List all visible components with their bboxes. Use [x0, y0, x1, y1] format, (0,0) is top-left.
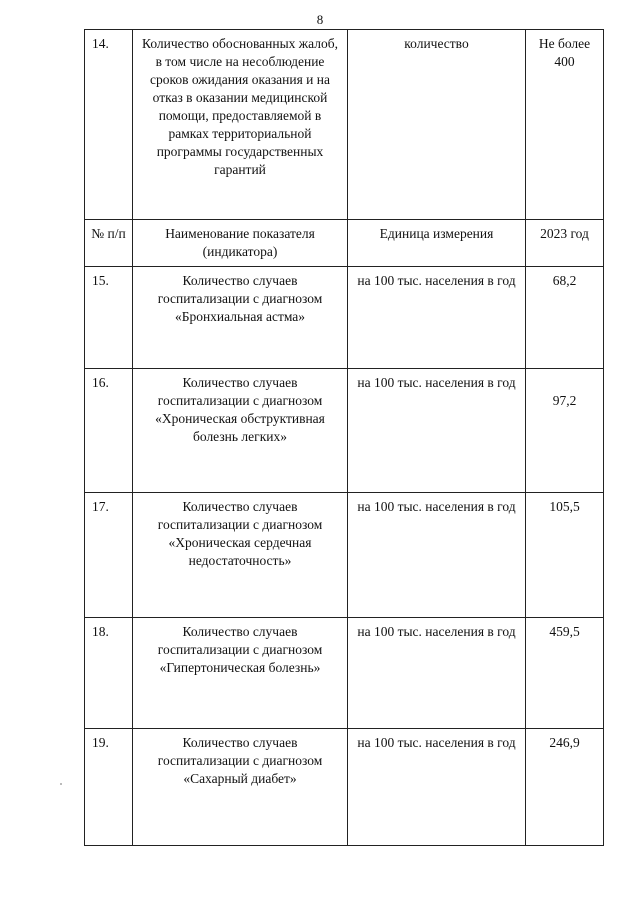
unit-of-measure: количество: [348, 30, 526, 220]
table-row: [85, 493, 604, 618]
indicators-table: [84, 29, 604, 846]
indicator-value: 459,5: [526, 618, 604, 729]
table-row: [85, 729, 604, 846]
indicator-value: 68,2: [526, 267, 604, 369]
row-number: 15.: [85, 267, 133, 369]
table-header-row: [85, 220, 604, 267]
header-year: 2023 год: [526, 220, 604, 267]
indicator-name: Количество случаев госпитализации с диагнозом «Сахарный диабет»: [133, 729, 348, 846]
row-number: 17.: [85, 493, 133, 618]
unit-of-measure: на 100 тыс. населения в год: [348, 267, 526, 369]
indicator-name: Количество случаев госпитализации с диагнозом «Хроническая обструктивная болезнь легких»: [133, 369, 348, 493]
table-row: [85, 618, 604, 729]
indicator-name: Количество случаев госпитализации с диагнозом «Бронхиальная астма»: [133, 267, 348, 369]
scan-artifact: [60, 783, 62, 785]
table-row: [85, 30, 604, 220]
indicator-name: Количество случаев госпитализации с диагнозом «Хроническая сердечная недостаточность»: [133, 493, 348, 618]
indicator-name: Количество случаев госпитализации с диагнозом «Гипертоническая болезнь»: [133, 618, 348, 729]
unit-of-measure: на 100 тыс. населения в год: [348, 369, 526, 493]
unit-of-measure: на 100 тыс. населения в год: [348, 729, 526, 846]
header-num: № п/п: [85, 220, 133, 267]
row-number: 18.: [85, 618, 133, 729]
table-row: [85, 267, 604, 369]
indicator-value: 105,5: [526, 493, 604, 618]
page-number: 8: [316, 12, 324, 27]
unit-of-measure: на 100 тыс. населения в год: [348, 493, 526, 618]
header-name: Наименование показателя (индикатора): [133, 220, 348, 267]
indicator-value: 246,9: [526, 729, 604, 846]
row-number: 14.: [85, 30, 133, 220]
indicator-name: Количество обоснованных жалоб, в том числе на несоблюдение сроков ожидания оказания и на отказ в оказании медицинской помощи, предоставляемой в рамках территориальной программы государственных гарантий: [133, 30, 348, 220]
indicator-value: Не более 400: [526, 30, 604, 220]
header-unit: Единица измерения: [348, 220, 526, 267]
unit-of-measure: на 100 тыс. населения в год: [348, 618, 526, 729]
row-number: 19.: [85, 729, 133, 846]
table-row: [85, 369, 604, 493]
indicator-value: 97,2: [552, 393, 577, 408]
row-number: 16.: [85, 369, 133, 493]
